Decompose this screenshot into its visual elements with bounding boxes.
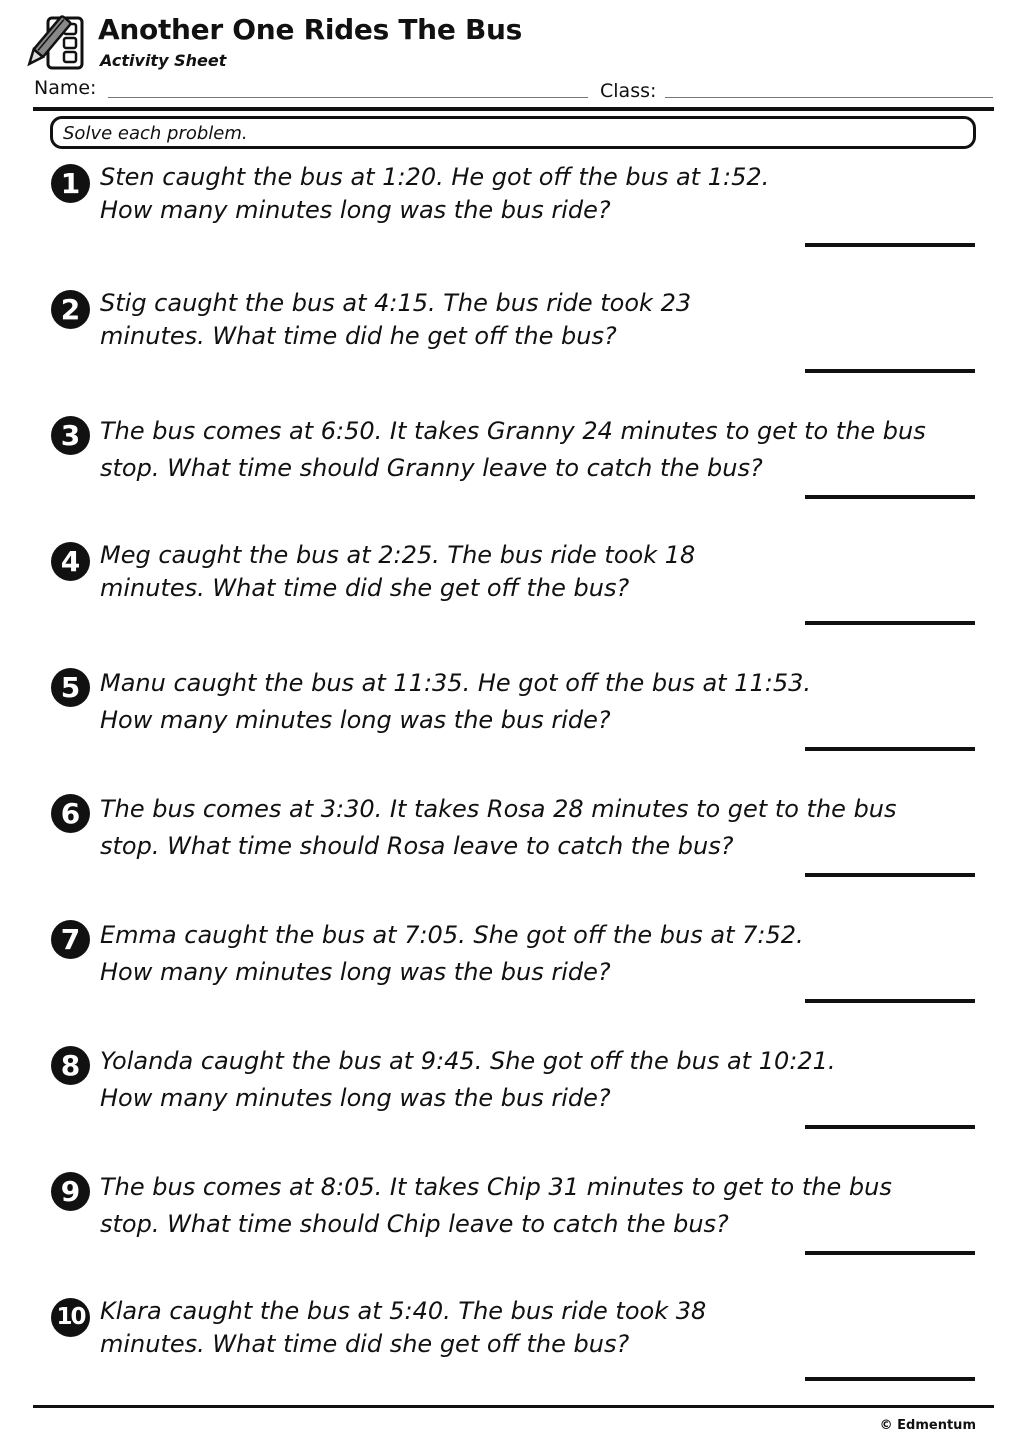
answer-line[interactable] <box>805 621 975 625</box>
answer-line[interactable] <box>805 873 975 877</box>
question-item <box>0 413 1024 539</box>
question-text: Yolanda caught the bus at 9:45. She got off the bus at 10:21. How many minutes long was the bus ride? <box>100 1047 836 1112</box>
copyright-text: © Edmentum <box>879 1418 976 1433</box>
question-text: The bus comes at 6:50. It takes Granny 24 minutes to get to the bus stop. What time should Granny leave to catch the bus? <box>100 417 926 482</box>
question-text: The bus comes at 3:30. It takes Rosa 28 minutes to get to the bus stop. What time should Rosa leave to catch the bus? <box>100 795 897 860</box>
question-item <box>0 917 1024 1043</box>
class-field[interactable] <box>665 97 993 98</box>
question-text: Klara caught the bus at 5:40. The bus ride took 38 minutes. What time did she get off the bus? <box>100 1297 707 1358</box>
question-number-badge: 5 <box>51 668 90 707</box>
question-number-badge: 1 <box>51 164 90 203</box>
answer-line[interactable] <box>805 747 975 751</box>
question-number-badge: 2 <box>51 290 90 329</box>
name-field[interactable] <box>108 97 588 98</box>
question-number-badge: 3 <box>51 416 90 455</box>
answer-line[interactable] <box>805 495 975 499</box>
question-number-badge: 7 <box>51 920 90 959</box>
answer-line[interactable] <box>805 999 975 1003</box>
question-item <box>0 791 1024 917</box>
question-number-badge: 10 <box>51 1298 90 1337</box>
answer-line[interactable] <box>805 1125 975 1129</box>
footer-divider <box>33 1405 994 1408</box>
question-item <box>0 287 1024 413</box>
question-item <box>0 161 1024 287</box>
question-item <box>0 1295 1024 1421</box>
answer-line[interactable] <box>805 369 975 373</box>
question-number-badge: 9 <box>51 1172 90 1211</box>
question-text: Emma caught the bus at 7:05. She got off the bus at 7:52. How many minutes long was the bus ride? <box>100 921 804 986</box>
answer-line[interactable] <box>805 1377 975 1381</box>
question-text: Stig caught the bus at 4:15. The bus ride took 23 minutes. What time did he get off the bus? <box>100 289 692 350</box>
name-label: Name: <box>34 77 97 99</box>
page-title: Another One Rides The Bus <box>98 13 522 46</box>
question-text: The bus comes at 8:05. It takes Chip 31 minutes to get to the bus stop. What time should Chip leave to catch the bus? <box>100 1173 892 1238</box>
worksheet-logo-icon <box>26 12 88 74</box>
header-divider <box>33 107 994 111</box>
question-number-badge: 6 <box>51 794 90 833</box>
page-subtitle: Activity Sheet <box>100 51 227 70</box>
answer-line[interactable] <box>805 1251 975 1255</box>
question-item <box>0 539 1024 665</box>
question-text: Manu caught the bus at 11:35. He got off the bus at 11:53. How many minutes long was the bus ride? <box>100 669 811 734</box>
question-item <box>0 1043 1024 1169</box>
question-number-badge: 8 <box>51 1046 90 1085</box>
question-item <box>0 665 1024 791</box>
question-text: Meg caught the bus at 2:25. The bus ride took 18 minutes. What time did she get off the bus? <box>100 541 696 602</box>
question-text: Sten caught the bus at 1:20. He got off the bus at 1:52. How many minutes long was the bus ride? <box>100 163 770 224</box>
question-number-badge: 4 <box>51 542 90 581</box>
class-label: Class: <box>600 80 657 102</box>
instructions-box: Solve each problem. <box>50 116 976 149</box>
question-item <box>0 1169 1024 1295</box>
answer-line[interactable] <box>805 243 975 247</box>
